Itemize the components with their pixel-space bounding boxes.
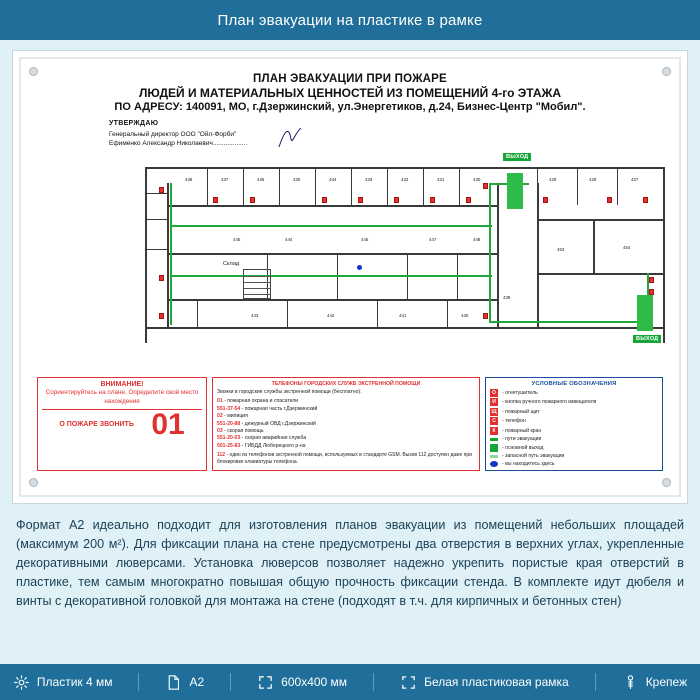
wall-right-block-bottom	[537, 273, 663, 275]
attention-box	[37, 377, 207, 471]
fire-hydrant-marker	[649, 277, 654, 283]
wall-part-10	[577, 167, 578, 205]
legend-label: - огнетушитель	[502, 389, 538, 396]
room-label: 428	[589, 177, 597, 182]
room-label: 445	[233, 237, 241, 242]
phone-item	[217, 413, 475, 420]
footer-divider	[595, 673, 596, 691]
phone-text: - дежурный ОВД г.Дзержинский	[241, 420, 316, 427]
you-are-here-marker	[357, 265, 362, 270]
approval-line-1: Генеральный директор ООО "Ойл-Форби"	[109, 130, 237, 138]
call-number: 01	[151, 408, 185, 441]
phone-item	[217, 452, 475, 466]
room-label: 444	[285, 237, 293, 242]
route-vertical-right	[489, 183, 491, 323]
spec-item-frame	[400, 674, 569, 691]
phone-code: 03	[217, 427, 223, 434]
wall-outer-bottom	[145, 327, 665, 329]
wall-bottom-left-stub	[145, 329, 147, 343]
exit-badge-bottom: ВЫХОД	[633, 335, 661, 343]
wall-outer-left	[145, 167, 147, 329]
fire-extinguisher-icon: О	[490, 389, 498, 397]
wall-part-2	[243, 167, 244, 205]
room-label: 432	[401, 177, 409, 182]
wall-corridor-top	[167, 205, 497, 207]
approval-line-2: Ефименко Александр Николаевич...................	[109, 140, 248, 148]
wall-right-block-top	[537, 219, 663, 221]
room-label: 448	[473, 237, 481, 242]
wall-part-1	[207, 167, 208, 205]
grommet-bottom-left-icon	[29, 478, 38, 487]
emergency-phones-box	[212, 377, 480, 471]
room-label: 431	[437, 177, 445, 182]
symbols-legend-box	[485, 377, 663, 471]
fire-extinguisher-marker	[483, 313, 488, 319]
phone-text: - пожарная охрана и спасатели	[224, 398, 299, 405]
attention-text: Сориентируйтесь на плане. Определите своё место нахождения	[45, 389, 199, 405]
route-main-horizontal	[170, 225, 492, 227]
page-title: План эвакуации на пластике в рамке	[217, 11, 483, 29]
fire-extinguisher-marker	[250, 197, 255, 203]
wall-outer-right	[663, 167, 665, 343]
spec-item-format	[165, 674, 204, 691]
legend-label: - кнопка ручного пожарного извещателя	[502, 399, 597, 405]
wall-outer-top	[145, 167, 665, 169]
phone-code: 112	[217, 452, 226, 458]
poster-title-line-3: ПО АДРЕСУ: 140091, МО, г.Дзержинский, ул.Энергетиков, д.24, Бизнес-Центр "Мобил".	[114, 101, 586, 113]
footer-divider	[230, 673, 231, 691]
stairs-left	[243, 269, 271, 299]
phone-code: 01	[217, 398, 223, 405]
wall-part-17	[287, 299, 288, 329]
exit-strip-bottom	[637, 295, 653, 331]
room-label: 429	[549, 177, 557, 182]
phone-code: 551-20-88	[217, 420, 241, 427]
phone-item	[217, 406, 475, 413]
room-label: 447	[429, 237, 437, 242]
fire-shield-icon: Щ	[491, 408, 497, 415]
call-label: О ПОЖАРЕ ЗВОНИТЬ	[59, 421, 134, 429]
wall-left-room-3	[145, 249, 167, 250]
wall-part-16	[197, 299, 198, 329]
alarm-button-icon: И	[490, 398, 498, 406]
legend-item	[490, 408, 658, 416]
spare-route-icon	[490, 455, 498, 458]
legend-item	[490, 461, 658, 467]
footer-divider	[373, 673, 374, 691]
legend-label: - вы находитесь здесь	[502, 460, 555, 467]
phone-text: - скорая аварийная служба	[241, 435, 307, 442]
room-label: 442	[327, 313, 335, 318]
legend-item	[490, 398, 658, 406]
fire-extinguisher-marker	[430, 197, 435, 203]
room-label: 441	[399, 313, 407, 318]
grommet-top-left-icon	[29, 67, 38, 76]
fire-extinguisher-marker	[159, 275, 164, 281]
legend-item	[490, 417, 658, 425]
wall-part-9	[537, 167, 538, 205]
wall-part-6	[387, 167, 388, 205]
phone-code: 551-37-54	[217, 405, 241, 412]
you-are-here-icon	[490, 461, 498, 467]
document-icon	[165, 674, 182, 691]
storage-room-label: Склад	[223, 261, 240, 267]
fire-extinguisher-marker	[466, 197, 471, 203]
phones-list	[217, 398, 475, 466]
wall-inner-right	[497, 183, 499, 329]
exit-badge-top: ВЫХОД	[503, 153, 531, 161]
phone-item	[217, 421, 475, 428]
signature-icon	[277, 125, 303, 151]
screw-icon	[622, 674, 639, 691]
room-label: 437	[221, 177, 229, 182]
product-description: Формат А2 идеально подходит для изготовления планов эвакуации из помещений небольших площадей (максимум 200 м²). Для фиксации плана на стене предусмотрены два отверстия в верхних углах, укрепленные декоративными люверсами. Установка люверсов позволяет надежно укрепить пористые края отверстий в пластике, тем самым многократно повышая общую прочность фиксации стенда. В комплекте идут дюбеля и винты с декоративной головкой для монтажа на стене (подходят в т.ч. для кирпичных и бетонных стен)	[16, 518, 684, 608]
approval-block	[109, 119, 359, 149]
phone-text: - милиция	[224, 413, 248, 420]
wall-corridor-mid	[167, 253, 497, 255]
grommet-top-right-icon	[662, 67, 671, 76]
main-exit-icon	[490, 444, 498, 452]
evacuation-plan-poster	[19, 57, 681, 497]
legend-label: - телефон	[502, 418, 526, 424]
fire-extinguisher-marker	[322, 197, 327, 203]
phone-code: 02	[217, 413, 223, 420]
grommet-bottom-right-icon	[662, 478, 671, 487]
room-label: 454	[623, 245, 631, 250]
room-label: 440	[461, 313, 469, 318]
wall-left-room-2	[145, 219, 167, 220]
room-label: 438	[185, 177, 193, 182]
phone-code: 501-25-83	[217, 442, 241, 449]
attention-title: ВНИМАНИЕ!	[100, 381, 144, 388]
wall-part-5	[351, 167, 352, 205]
legend-label: - основной выход	[502, 444, 544, 451]
phone-text: - ГИБДД Люберецкого р-на	[241, 442, 306, 449]
fire-alarm-button-marker	[483, 183, 488, 189]
fire-extinguisher-marker	[159, 313, 164, 319]
room-label: 453	[557, 247, 565, 252]
wall-part-7	[423, 167, 424, 205]
evacuation-route-icon	[490, 438, 498, 441]
route-second-horizontal	[170, 275, 492, 277]
phones-intro: Звонки в городские службы экстренной помощи (бесплатно):	[217, 389, 362, 395]
fire-extinguisher-marker	[213, 197, 218, 203]
spec-item-size	[257, 674, 347, 691]
legend-label: - пути эвакуации	[502, 436, 542, 442]
telephone-icon: С	[490, 417, 498, 425]
phones-title: ТЕЛЕФОНЫ ГОРОДСКИХ СЛУЖБ ЭКСТРЕННОЙ ПОМОЩИ	[271, 381, 421, 387]
wall-part-4	[315, 167, 316, 205]
route-vertical-left	[170, 183, 172, 325]
frame-icon	[400, 674, 417, 691]
legend-item	[490, 427, 658, 435]
phone-item	[217, 398, 475, 405]
floor-plan-drawing	[37, 153, 663, 371]
poster-title-block	[31, 73, 669, 113]
spec-label-size: 600x400 мм	[281, 675, 348, 689]
room-label: 433	[365, 177, 373, 182]
spec-label-frame: Белая пластиковая рамка	[424, 675, 569, 689]
room-label: 427	[631, 177, 639, 182]
fire-extinguisher-marker	[643, 197, 648, 203]
room-label: 443	[251, 313, 259, 318]
wall-part-8	[459, 167, 460, 205]
legend-label: - пожарный кран	[502, 427, 542, 434]
room-label: 439	[503, 295, 511, 300]
spec-label-format: A2	[189, 675, 205, 689]
phone-text: - один из телефонов экстренной помощи, используемых в стандарте GSM. Вызов 112 доступен даже при блокировке клавиатуры телефона.	[217, 452, 472, 465]
fire-extinguisher-marker	[394, 197, 399, 203]
call-row	[42, 408, 202, 441]
poster-frame	[12, 50, 688, 504]
fire-hydrant-icon: К	[490, 427, 498, 435]
legend-row	[37, 377, 663, 471]
wall-part-3	[279, 167, 280, 205]
spec-item-mounting	[622, 674, 687, 691]
wall-part-18	[377, 299, 378, 329]
room-label: 430	[473, 177, 481, 182]
spec-label-material: Пластик 4 мм	[36, 675, 113, 689]
phone-item	[217, 435, 475, 442]
exit-strip-top	[507, 173, 523, 209]
expand-icon	[257, 674, 274, 691]
spec-label-mounting: Крепеж	[645, 675, 688, 689]
fire-extinguisher-marker	[607, 197, 612, 203]
approval-heading: УТВЕРЖДАЮ	[109, 120, 159, 127]
wall-left-room-1	[145, 193, 167, 194]
room-label: 446	[361, 237, 369, 242]
wall-part-11	[617, 167, 618, 205]
legend-item	[490, 389, 658, 397]
room-label: 435	[293, 177, 301, 182]
fire-extinguisher-marker	[543, 197, 548, 203]
fire-shield-marker	[649, 289, 654, 295]
fire-extinguisher-marker	[159, 187, 164, 193]
symbols-title: УСЛОВНЫЕ ОБОЗНАЧЕНИЯ	[531, 381, 617, 387]
fire-extinguisher-marker	[358, 197, 363, 203]
legend-label: - пожарный щит	[502, 408, 540, 415]
wall-inner-left	[167, 183, 169, 329]
specs-footer	[0, 664, 700, 700]
route-to-bottom-exit	[489, 321, 649, 323]
legend-label: - запасной путь эвакуации	[502, 453, 565, 459]
spec-item-material	[13, 674, 113, 691]
legend-item	[490, 436, 658, 442]
legend-item	[490, 453, 658, 459]
phone-item	[217, 443, 475, 450]
gear-icon	[13, 674, 30, 691]
footer-divider	[138, 673, 139, 691]
room-label: 436	[257, 177, 265, 182]
legend-item	[490, 444, 658, 452]
phone-text: - пожарная часть г.Дзержинский	[241, 405, 318, 412]
phone-text: - скорая помощь	[224, 427, 264, 434]
phone-code: 551-20-03	[217, 435, 241, 442]
poster-title-line-1: ПЛАН ЭВАКУАЦИИ ПРИ ПОЖАРЕ	[253, 73, 447, 85]
poster-title-line-2: ЛЮДЕЙ И МАТЕРИАЛЬНЫХ ЦЕННОСТЕЙ ИЗ ПОМЕЩЕНИЙ 4-го ЭТАЖА	[138, 86, 562, 100]
wall-part-19	[447, 299, 448, 329]
room-label: 434	[329, 177, 337, 182]
page-header	[0, 0, 700, 40]
wall-right-block-split	[593, 219, 595, 273]
